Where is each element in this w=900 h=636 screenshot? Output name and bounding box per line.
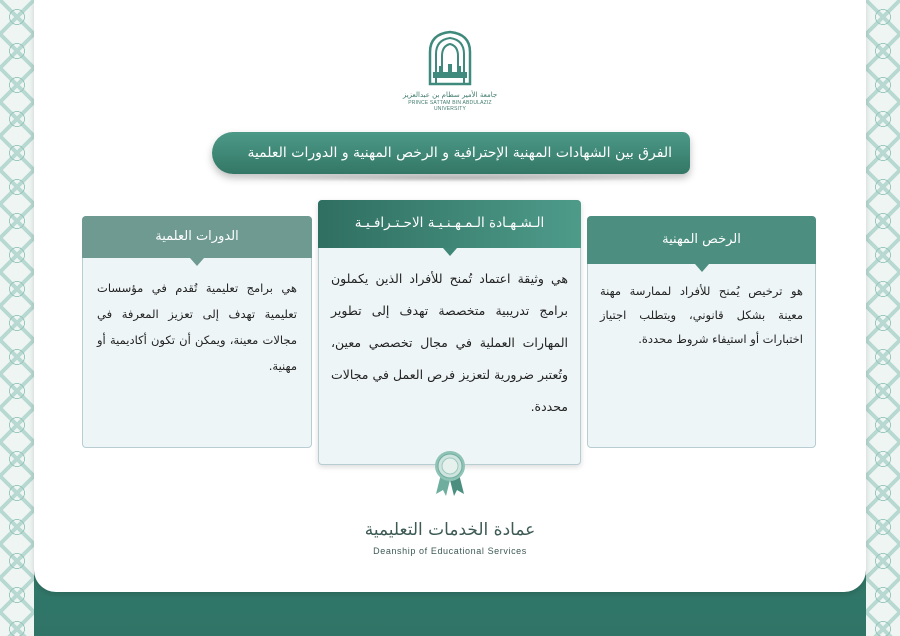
licenses-card [587,216,816,448]
logo-english-text: PRINCE SATTAM BIN ABDULAZIZ UNIVERSITY [408,100,492,112]
certificates-card [318,200,581,465]
medal-badge-icon [430,450,470,496]
right-pattern-border [866,0,900,636]
title-shadow [230,174,688,182]
certificates-heading: الـشـهـادة الـمـهـنـيـة الاحـتـرافـيـة [318,200,581,248]
courses-heading: الدورات العلمية [82,216,312,258]
university-logo [400,30,500,110]
licenses-heading: الرخص المهنية [587,216,816,264]
courses-text: هي برامج تعليمية تُقدم في مؤسسات تعليمية تهدف إلى تعزيز المعرفة في مجالات معينة، ويمكن أن تكون أكاديمية أو مهنية. [97,281,297,373]
licenses-text: هو ترخيص يُمنح للأفراد لممارسة مهنة معينة بشكل قانوني، ويتطلب اجتياز اختبارات أو استيفاء شروط محددة. [600,284,803,346]
left-pattern-border [0,0,34,636]
courses-card [82,216,312,448]
page-title: الفرق بين الشهادات المهنية الإحترافية و الرخص المهنية و الدورات العلمية [212,132,690,174]
logo-arabic-text: جامعة الأمير سطام بن عبدالعزيز [402,91,498,99]
deanship-english-name: Deanship of Educational Services [373,546,527,556]
university-emblem-icon [425,30,475,86]
deanship-arabic-name: عمادة الخدمات التعليمية [364,520,536,540]
certificates-text: هي وثيقة اعتماد تُمنح للأفراد الذين يكملون برامج تدريبية متخصصة تهدف إلى تطوير المهارات العملية في مجال تخصصي معين، وتُعتبر ضرورية لتعزيز فرص العمل في مجالات محددة. [331,271,568,414]
